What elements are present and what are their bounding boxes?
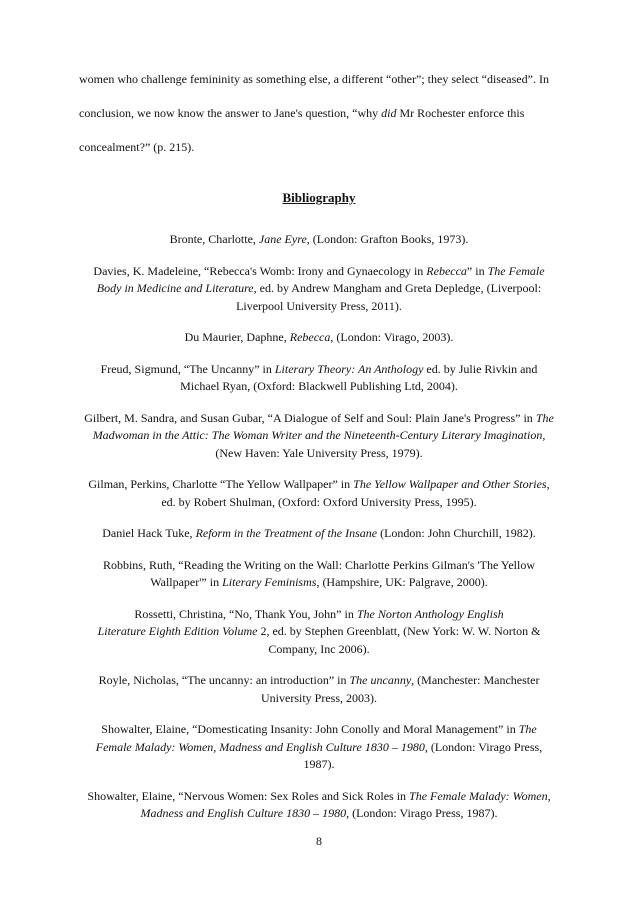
citation-text: Gilbert, M. Sandra, and Susan Gubar, “A Dialogue of Self and Soul: Plain Jane's Progress” in: [84, 410, 536, 425]
italic-title-text: Female Malady: Women, Madness and English Culture 1830 – 1980: [95, 739, 425, 754]
citation-text: Bronte, Charlotte,: [169, 232, 259, 246]
bibliography-entry-line: [70, 788, 568, 806]
citation-text: , (London: Virago, 2003).: [330, 330, 454, 344]
body-line-2-start: conclusion, we now know the answer to Jane's question, “why: [79, 106, 382, 120]
bibliography-entry-line: [70, 672, 568, 690]
bibliography-entry: [70, 361, 568, 396]
bibliography-entry-line: [70, 756, 568, 774]
citation-text: Company, Inc 2006).: [268, 641, 370, 656]
citation-text: Liverpool University Press, 2011).: [236, 298, 402, 313]
citation-text: Showalter, Elaine, “Nervous Women: Sex Roles and Sick Roles in: [87, 788, 410, 803]
bibliography-entry-line: [70, 623, 568, 641]
citation-text: ed. by Robert Shulman, (Oxford: Oxford University Press, 1995).: [161, 494, 477, 509]
body-line-2: [79, 96, 565, 130]
citation-text: ,: [542, 428, 546, 442]
citation-text: 2, ed. by Stephen Greenblatt, (New York: W. W. Norton &: [257, 624, 541, 638]
italic-title-text: Literature Eighth Edition Volume: [97, 624, 258, 638]
bibliography-entry-line: [70, 263, 568, 281]
italic-title-text: Madness and English Culture 1830 – 1980: [140, 806, 347, 820]
body-paragraph: [79, 62, 565, 164]
italic-title-text: Rebecca: [289, 330, 331, 344]
bibliography-entry: [70, 721, 568, 774]
body-line-1: women who challenge femininity as something else, a different “other”; they select “diseased”. In: [79, 72, 549, 86]
body-line-3: concealment?” (p. 215).: [79, 140, 195, 154]
citation-text: Michael Ryan, (Oxford: Blackwell Publishing Ltd, 2004).: [180, 379, 458, 393]
citation-text: (London: John Churchill, 1982).: [377, 526, 536, 540]
citation-text: (New Haven: Yale University Press, 1979).: [215, 445, 423, 460]
citation-text: ,: [546, 477, 550, 491]
bibliography-entry-line: [70, 606, 568, 624]
italic-title-text: The Yellow Wallpaper and Other Stories: [353, 477, 547, 491]
italic-title-text: The uncanny: [349, 673, 412, 687]
italic-title-text: Jane Eyre: [258, 232, 307, 246]
bibliography-entry: [70, 606, 568, 659]
bibliography-entry-line: [70, 378, 568, 396]
citation-text: , (London: Grafton Books, 1973).: [306, 232, 469, 246]
bibliography-entry: [70, 329, 568, 347]
citation-text: 1987).: [303, 757, 335, 771]
italic-title-text: The Female: [487, 263, 545, 278]
bibliography-entry-line: [70, 690, 568, 708]
italic-title-text: Madwoman in the Attic: The Woman Writer and the Nineteenth-Century Literary Imagination: [92, 428, 543, 442]
bibliography-entry-line: [70, 641, 568, 659]
bibliography-heading: Bibliography: [282, 190, 356, 205]
bibliography-entry-line: [70, 476, 568, 494]
bibliography-entry-line: [70, 721, 568, 739]
bibliography-entry-line: [70, 557, 568, 575]
citation-text: Davies, K. Madeleine, “Rebecca's Womb: Irony and Gynaecology in: [93, 263, 427, 278]
italic-title-text: The Female Malady: Women,: [409, 788, 551, 803]
bibliography-entry: [70, 231, 568, 249]
bibliography-entry-line: [70, 525, 568, 543]
citation-text: , (London: Virago Press, 1987).: [346, 806, 498, 820]
citation-text: , (London: Virago Press,: [424, 739, 543, 754]
bibliography-entry: [70, 557, 568, 592]
citation-text: Du Maurier, Daphne,: [184, 330, 290, 344]
body-line-2-end: Mr Rochester enforce this: [396, 106, 525, 120]
bibliography-entry-line: [70, 361, 568, 379]
bibliography-entry-line: [70, 739, 568, 757]
bibliography-entry-line: [70, 805, 568, 823]
italic-title-text: Body in Medicine and Literature: [96, 281, 254, 295]
citation-text: University Press, 2003).: [261, 690, 377, 705]
bibliography-entry-line: [70, 280, 568, 298]
citation-text: , (Manchester: Manchester: [411, 673, 540, 687]
italic-title-text: The: [518, 722, 537, 736]
bibliography-entry-line: [70, 445, 568, 463]
bibliography-entry-line: [70, 574, 568, 592]
bibliography-list: [70, 231, 568, 837]
italic-title-text: Reform in the Treatment of the Insane: [195, 526, 378, 540]
citation-text: ” in: [466, 263, 488, 278]
citation-text: ed. by Julie Rivkin and: [423, 361, 538, 376]
citation-text: Daniel Hack Tuke,: [102, 526, 196, 540]
bibliography-entry: [70, 410, 568, 463]
citation-text: Freud, Sigmund, “The Uncanny” in: [100, 361, 275, 376]
bibliography-entry-line: [70, 231, 568, 249]
bibliography-entry-line: [70, 410, 568, 428]
citation-text: Gilman, Perkins, Charlotte “The Yellow Wallpaper” in: [88, 477, 354, 491]
bibliography-entry: [70, 263, 568, 316]
citation-text: Rossetti, Christina, “No, Thank You, John” in: [134, 606, 357, 621]
body-line-2-emphasis: did: [381, 106, 397, 120]
citation-text: Royle, Nicholas, “The uncanny: an introduction” in: [98, 673, 350, 687]
citation-text: Robbins, Ruth, “Reading the Writing on the Wall: Charlotte Perkins Gilman's 'The Yellow: [102, 557, 536, 572]
italic-title-text: Rebecca: [426, 263, 467, 278]
bibliography-entry-line: [70, 427, 568, 445]
citation-text: Wallpaper'” in: [150, 575, 223, 589]
italic-title-text: Literary Feminisms: [222, 575, 317, 589]
citation-text: , (Hampshire, UK: Palgrave, 2000).: [316, 575, 488, 589]
bibliography-entry-line: [70, 298, 568, 316]
italic-title-text: Literary Theory: An Anthology: [274, 361, 424, 376]
bibliography-entry-line: [70, 494, 568, 512]
italic-title-text: The: [535, 410, 554, 425]
bibliography-entry-line: [70, 329, 568, 347]
bibliography-entry: [70, 672, 568, 707]
italic-title-text: The Norton Anthology English: [356, 606, 504, 621]
bibliography-entry: [70, 788, 568, 823]
citation-text: Showalter, Elaine, “Domesticating Insanity: John Conolly and Moral Management” in: [101, 722, 519, 736]
page-number: 8: [316, 834, 322, 848]
citation-text: , ed. by Andrew Mangham and Greta Depledge, (Liverpool:: [253, 281, 542, 295]
bibliography-entry: [70, 525, 568, 543]
bibliography-entry: [70, 476, 568, 511]
